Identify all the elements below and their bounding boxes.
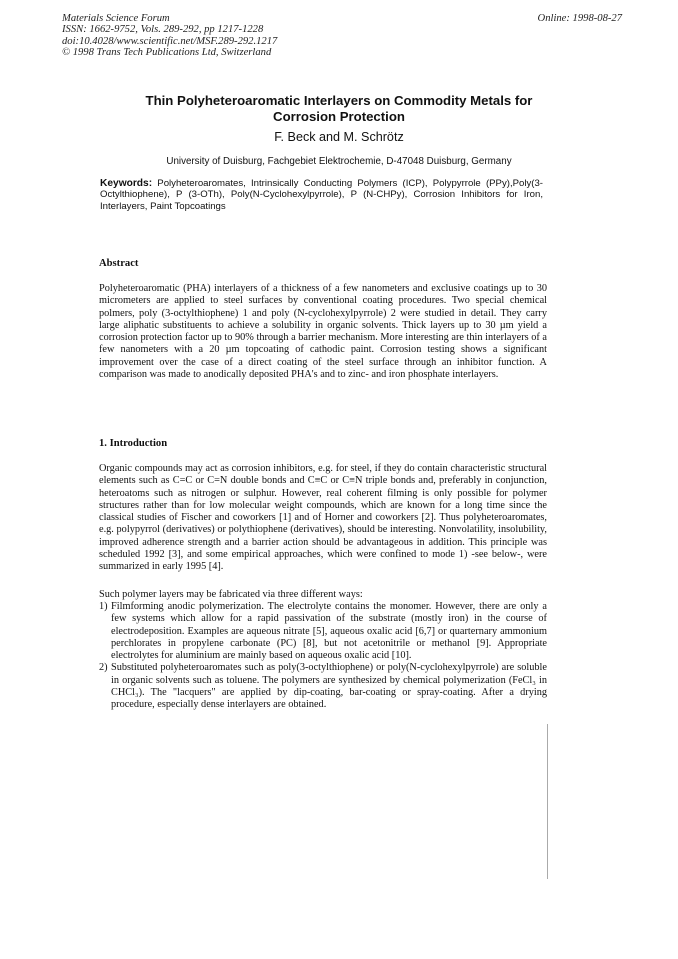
journal-name: Materials Science Forum: [62, 13, 170, 24]
journal-meta: [62, 13, 277, 59]
list-text: Substituted polyheteroaromates such as poly(3-octylthiophene) or poly(N-cyclohexylpyrrole) are soluble in organic solvents such as toluene. The polymers are synthesized by chemical polymerization (FeCl₃ in CHCl₃). The "lacquers" are applied by dip-coating, bar-coating or spray-coating. After a drying procedure, especially dense interlayers are obtained.: [111, 662, 547, 710]
paper-title: [0, 93, 678, 125]
keywords-label: Keywords:: [100, 178, 153, 189]
list-item: [99, 601, 547, 662]
intro-paragraph-2: [99, 589, 547, 601]
keywords: [100, 178, 543, 212]
intro-paragraph: Such polymer layers may be fabricated via three different ways:: [99, 589, 363, 600]
abstract-paragraph: Polyheteroaromatic (PHA) interlayers of a thickness of a few nanometers and exclusive coatings up to 30 micrometers are applied to steel surfaces by conventional coating procedures. Two special chemical polmers, poly (3-octylthiophene) 1 and poly (N-cyclohexylpyrrole) 2 were studied in detail. They carry large aliphatic substituents to achieve a solubility in organic solvents. Thick layers up to 30 µm yield a corrosion protection factor up to 90% through a barrier mechanism. More interesting are thin interlayers of a few nanometers with a 20 µm topcoating of cathodic paint. Corrosion testing shows a significant improvement over the case of a direct coating of the steel surface through an inhibitor function. A comparison was made to anodically deposited PHA's and to zinc- and iron phosphate interlayers.: [99, 283, 547, 380]
intro-heading: 1. Introduction: [99, 438, 168, 449]
list-number: 1): [99, 601, 108, 612]
keywords-text: Polyheteroaromates, Intrinsically Conducting Polymers (ICP), Polypyrrole (PPy),Poly(3-Octylthiophene), P (3-OTh), Poly(N-Cyclohexylpyrrole), P (N-CHPy), Corrosion Inhibitors for Iron, Interlayers, Paint Topcoatings: [100, 178, 543, 212]
title-line: Corrosion Protection: [273, 109, 405, 124]
abstract-text: [99, 283, 547, 381]
intro-paragraph: Organic compounds may act as corrosion inhibitors, e.g. for steel, if they do contain characteristic structural elements such as C=C or C=N double bonds and C≡C or C≡N triple bonds and, preferably in conjunction, heteroatoms such as nitrogen or sulphur. However, real coherent filming is only possible for polymer structures rather than for low molecular weight compounds, which are known for a long time since the classical studies of Fischer and coworkers [1] and of Horner and coworkers [2]. Thus polyheteroaromates, e.g. polypyrrol (derivatives) or polythiophene (derivatives), should be interesting. Nonvolatility, insolubility, improved adherence strength and a barrier action should be advantageous in addition. This principle was scheduled 1992 [3], and some empirical approaches, which were confined to mode 1) -see below-, were summarized in early 1995 [4].: [99, 463, 547, 572]
list-item: [99, 662, 547, 711]
doi-link[interactable]: doi:10.4028/www.scientific.net/MSF.289-292.1217: [62, 35, 278, 47]
abstract-heading: Abstract: [99, 258, 139, 269]
list-text: Filmforming anodic polymerization. The electrolyte contains the monomer. However, there are only a few systems which allow for a rapid passivation of the substrate (mostly iron) in the course of electrodeposition. Examples are aqueous nitrate [5], aqueous oxalic acid [6,7] or quarternary ammonium perchlorates in propylene carbonate (PC) [8], but not acetonitrile or methanol [9]. Appropriate electrolytes for aluminium are mainly based on aqueous oxalic acid [10].: [111, 601, 547, 661]
affiliation: University of Duisburg, Fachgebiet Elektrochemie, D-47048 Duisburg, Germany: [166, 156, 512, 167]
list-number: 2): [99, 662, 108, 674]
title-line: Thin Polyheteroaromatic Interlayers on Commodity Metals for: [145, 93, 533, 108]
issn-line: ISSN: 1662-9752, Vols. 289-292, pp 1217-1228: [62, 24, 264, 36]
authors: F. Beck and M. Schrötz: [274, 130, 404, 144]
intro-paragraph-1: [99, 463, 547, 573]
fabrication-list: [99, 601, 547, 711]
copyright-line: © 1998 Trans Tech Publications Ltd, Switzerland: [62, 47, 272, 59]
scan-margin-line: [547, 724, 548, 879]
online-date: Online: 1998-08-27: [537, 13, 622, 24]
